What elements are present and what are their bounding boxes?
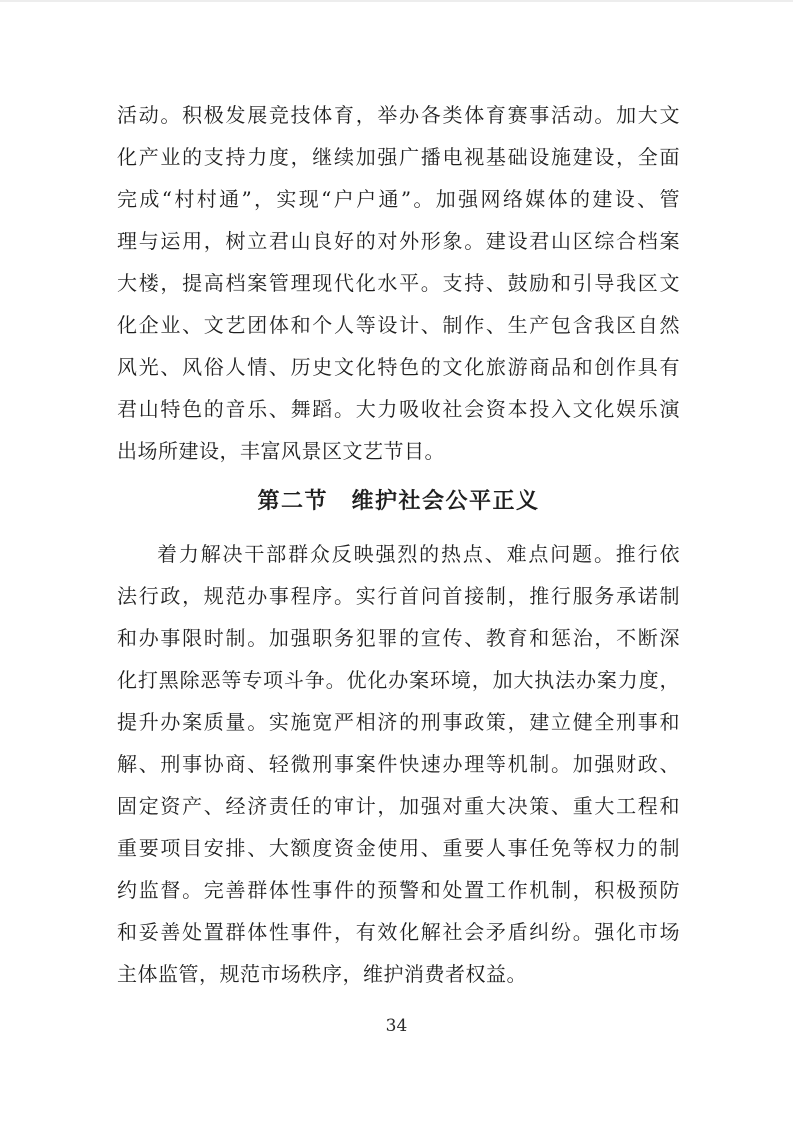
text-line: 提升办案质量。实施宽严相济的刑事政策，建立健全刑事和 — [117, 710, 680, 734]
text-line: 完成“村村通”，实现“户户通”。加强网络媒体的建设、管 — [117, 187, 680, 211]
text-line: 君山特色的音乐、舞蹈。大力吸收社会资本投入文化娱乐演 — [117, 397, 680, 421]
text-line: 解、刑事协商、轻微刑事案件快速办理等机制。加强财政、 — [117, 752, 680, 776]
text-line: 法行政，规范办事程序。实行首问首接制，推行服务承诺制 — [117, 584, 680, 608]
text-line: 和办事限时制。加强职务犯罪的宣传、教育和惩治，不断深 — [117, 626, 680, 650]
paragraph-body — [117, 533, 680, 995]
section-heading: 第二节 维护社会公平正义 — [257, 488, 540, 514]
paragraph-continued-from-previous-page — [117, 94, 680, 472]
page-number: 34 — [385, 1016, 408, 1036]
text-line: 风光、风俗人情、历史文化特色的文化旅游商品和创作具有 — [117, 355, 680, 379]
text-line: 活动。积极发展竞技体育，举办各类体育赛事活动。加大文 — [117, 103, 680, 127]
text-line: 理与运用，树立君山良好的对外形象。建设君山区综合档案 — [117, 229, 680, 253]
text-line: 和妥善处置群体性事件，有效化解社会矛盾纠纷。强化市场 — [117, 920, 680, 944]
text-line: 重要项目安排、大额度资金使用、重要人事任免等权力的制 — [117, 836, 680, 860]
text-line: 化企业、文艺团体和个人等设计、制作、生产包含我区自然 — [117, 313, 680, 337]
text-line: 着力解决干部群众反映强烈的热点、难点问题。推行依 — [157, 542, 680, 566]
text-line: 化产业的支持力度，继续加强广播电视基础设施建设，全面 — [117, 145, 680, 169]
text-line: 大楼，提高档案管理现代化水平。支持、鼓励和引导我区文 — [117, 271, 680, 295]
text-line: 固定资产、经济责任的审计，加强对重大决策、重大工程和 — [117, 794, 680, 818]
text-line: 约监督。完善群体性事件的预警和处置工作机制，积极预防 — [117, 878, 680, 902]
text-line: 主体监管，规范市场秩序，维护消费者权益。 — [117, 962, 527, 986]
text-line: 化打黑除恶等专项斗争。优化办案环境，加大执法办案力度， — [117, 668, 680, 692]
page-top-edge — [0, 0, 793, 2]
text-line: 出场所建设，丰富风景区文艺节目。 — [117, 439, 445, 463]
